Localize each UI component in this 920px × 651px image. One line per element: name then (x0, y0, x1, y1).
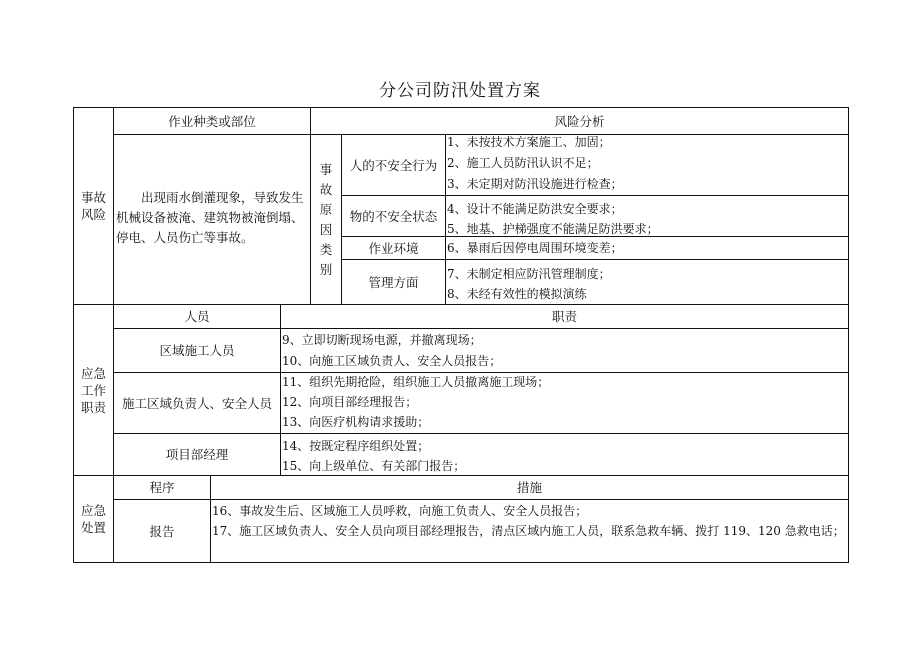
category-management: 管理方面 (368, 274, 419, 290)
risk-item-1: 1、未按技术方案施工、加固； (447, 135, 611, 149)
category-object: 物的不安全状态 (349, 208, 438, 224)
header-personnel: 人员 (184, 309, 210, 324)
category-environment: 作业环境 (368, 240, 419, 256)
procedure-report: 报告 (149, 523, 175, 539)
header-work-type: 作业种类或部位 (168, 113, 256, 129)
header-measures: 措施 (516, 480, 542, 495)
header-duties: 职责 (551, 309, 577, 324)
risk-description: 出现雨水倒灌现象，导致发生机械设备被淹、建筑物被淹倒塌、停电、人员伤亡等事故。 (116, 190, 304, 245)
category-human: 人的不安全行为 (349, 157, 438, 173)
page-title: 分公司防汛处置方案 (379, 81, 541, 101)
duty-item-11: 11、组织先期抢险，组织施工人员撤离施工现场； (282, 375, 550, 389)
duty-item-13: 13、向医疗机构请求援助； (282, 415, 430, 429)
cause-category-label: 事故原因类别 (319, 161, 333, 277)
role-project-manager: 项目部经理 (165, 447, 229, 462)
duty-item-9: 9、立即切断现场电源，并撤离现场； (282, 333, 482, 347)
risk-item-8: 8、未经有效性的模拟演练 (447, 287, 587, 301)
risk-item-2: 2、施工人员防汛认识不足； (447, 156, 599, 170)
risk-item-7: 7、未制定相应防汛管理制度； (447, 267, 611, 281)
measure-item-16: 16、事故发生后、区域施工人员呼救，向施工负责人、安全人员报告； (212, 504, 588, 518)
role-area-leader: 施工区域负责人、安全人员 (121, 395, 272, 411)
duty-item-12: 12、向项目部经理报告； (282, 395, 418, 409)
risk-item-4: 4、设计不能满足防洪安全要求； (447, 202, 623, 216)
duty-item-14: 14、按既定程序组织处置； (282, 439, 430, 453)
section-response-label: 应急处置 (80, 503, 106, 535)
section-risk-label: 事故风险 (80, 190, 106, 222)
duty-item-10: 10、向施工区域负责人、安全人员报告； (282, 354, 502, 368)
measure-item-17: 17、施工区域负责人、安全人员向项目部经理报告，清点区域内施工人员，联系急救车辆、拨打 119、120 急救电话； (212, 524, 845, 538)
risk-item-5: 5、地基、护梯强度不能满足防洪要求； (447, 222, 659, 236)
risk-item-6: 6、暴雨后因停电周围环境变差； (447, 241, 623, 255)
duty-item-15: 15、向上级单位、有关部门报告； (282, 459, 466, 473)
risk-item-3: 3、未定期对防汛设施进行检查； (447, 177, 623, 191)
header-risk-analysis: 风险分析 (554, 113, 605, 129)
section-duty-label: 应急工作职责 (80, 365, 106, 415)
header-procedure: 程序 (149, 480, 175, 495)
role-area-workers: 区域施工人员 (159, 343, 235, 358)
